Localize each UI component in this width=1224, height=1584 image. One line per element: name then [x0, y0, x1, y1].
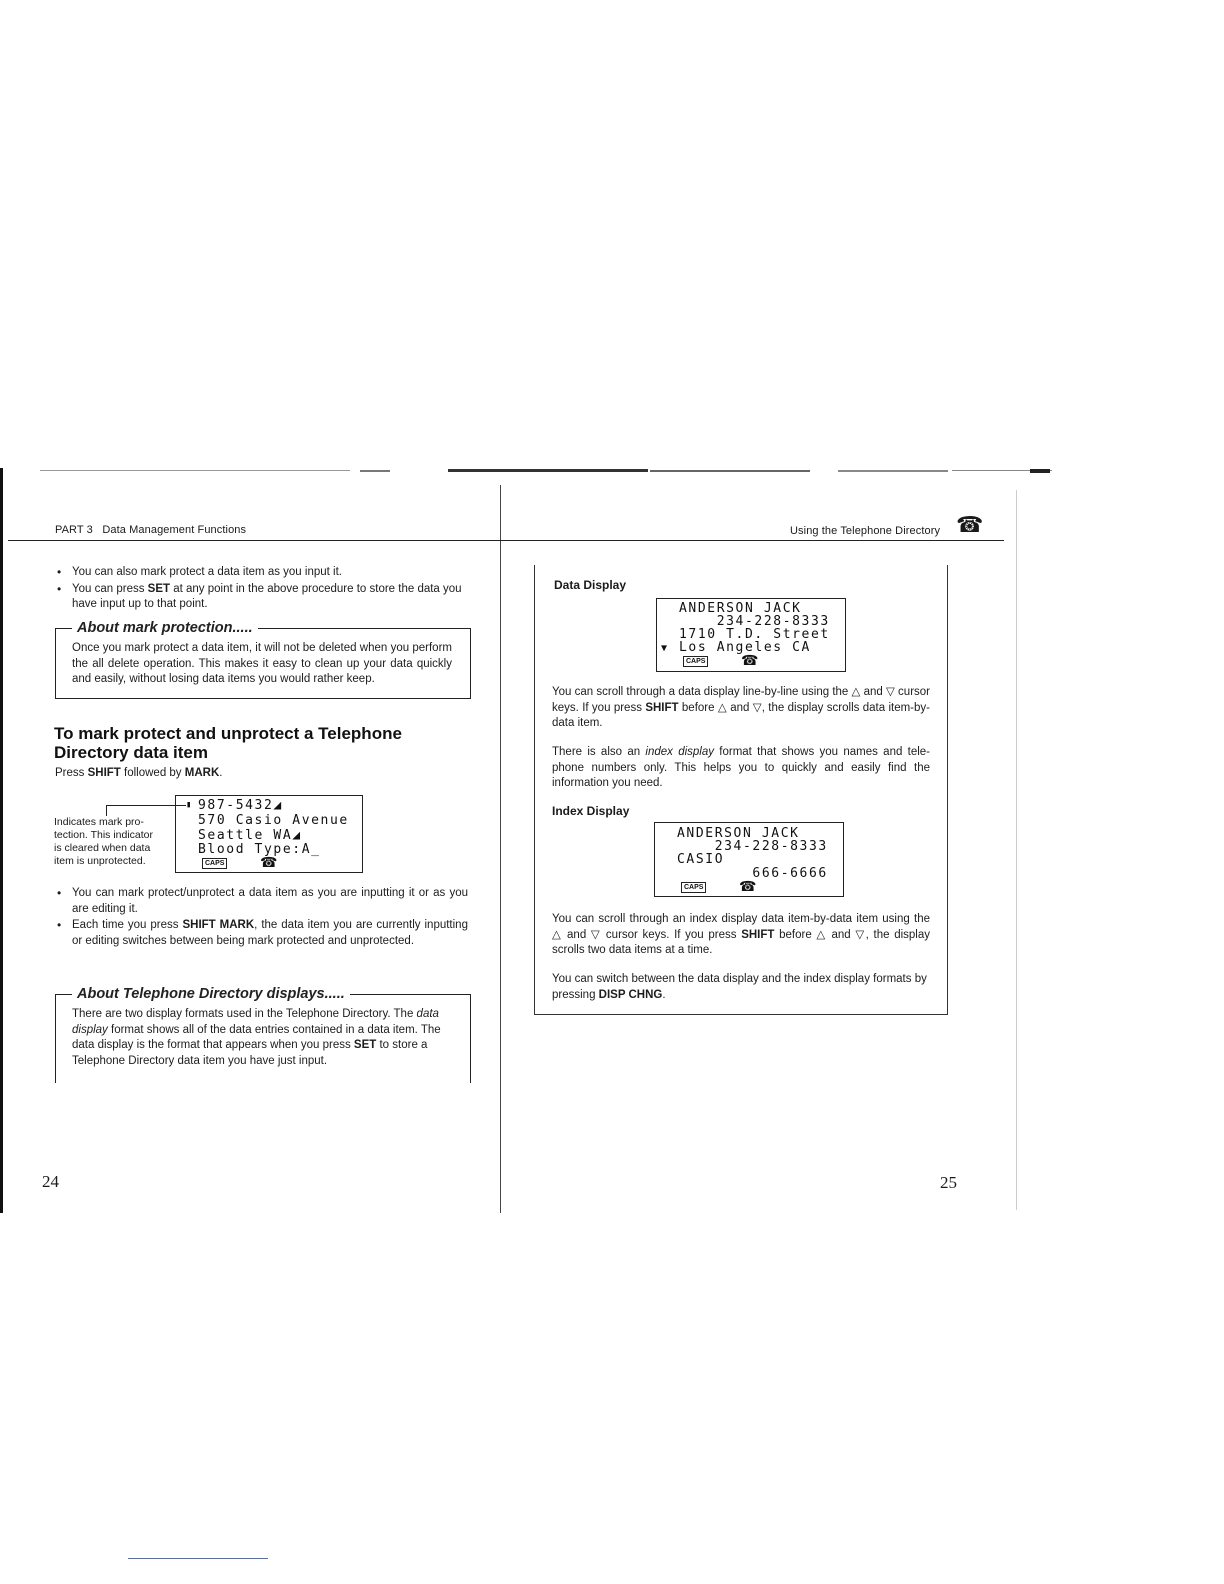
callout-leader-v — [106, 805, 107, 816]
bullet-item: • You can press SET at any point in the above procedure to store the data you have input up to that point. — [55, 582, 470, 613]
lcd-line-3: Seattle WA◢ — [198, 828, 302, 843]
scroll-data-paragraph: You can scroll through a data display line-by-line using the △ and ▽ cursor keys. If you press SHIFT before △ and ▽, the display scrolls data item-by-data item. — [552, 686, 930, 729]
caps-indicator: CAPS — [681, 882, 706, 893]
data-display-label: Data Display — [554, 578, 627, 592]
note-box-text: Once you mark protect a data item, it will not be deleted when you perform the all delete operation. This makes it easy to clean up your data quickly and easily, without losing data items you would rather keep. — [72, 642, 452, 685]
callout-leader-h — [106, 805, 186, 806]
left-header-rule — [8, 540, 504, 541]
lcd-line-1: ANDERSON JACK — [679, 601, 802, 616]
center-spine — [500, 485, 501, 1213]
left-edge-bar — [0, 468, 3, 1213]
lcd-line-4: Blood Type:A_ — [198, 842, 321, 857]
top-bullet-list — [55, 565, 470, 614]
right-header-rule — [504, 540, 1004, 541]
callout-text: Indicates mark pro- tection. This indicator is cleared when data item is unprotected. — [54, 816, 154, 867]
displays-box-text: There are two display formats used in the Telephone Directory. The data display format shows all of the data entries contained in a data item. The data display is the format that appears when you press SET to store a Telephone Directory data item you have just input. — [72, 1008, 441, 1067]
right-edge-shadow — [1016, 490, 1017, 1210]
right-page-number: 25 — [940, 1173, 957, 1192]
scan-top-rule-4 — [650, 470, 810, 472]
lcd-line-1: ANDERSON JACK — [677, 826, 800, 841]
left-page-number: 24 — [42, 1172, 59, 1191]
scroll-down-arrow: ▼ — [661, 643, 669, 654]
bullet-item: • You can also mark protect a data item as you input it. — [55, 565, 470, 581]
lcd-line-4: 666-6666 — [677, 866, 828, 881]
scan-top-rule-2 — [360, 470, 390, 472]
bottom-link-line — [128, 1558, 268, 1559]
right-running-header: Using the Telephone Directory — [790, 525, 941, 537]
lcd-line-4: Los Angeles CA — [679, 640, 811, 655]
left-running-header: PART 3 Data Management Functions — [55, 524, 247, 536]
caps-indicator: CAPS — [202, 858, 227, 869]
lcd-line-2: 234-228-8333 — [677, 839, 828, 854]
data-display-lcd — [656, 598, 846, 672]
mid-bullet-list — [55, 886, 468, 950]
phone-icon: ☎ — [739, 879, 757, 895]
phone-icon: ☎ — [741, 653, 759, 669]
phone-icon: ☎ — [260, 855, 278, 871]
lcd-line-3: CASIO — [677, 852, 725, 867]
lcd-line-2: 570 Casio Avenue — [198, 813, 349, 828]
scroll-index-paragraph: You can scroll through an index display data item-by-data item using the △ and ▽ cursor keys. If you press SHIFT before △ and ▽, the display scrolls two data items at a time. — [552, 913, 931, 956]
displays-box-title: About Telephone Directory displays..... — [72, 986, 350, 1002]
bullet-item: • Each time you press SHIFT MARK, the data item you are currently inputting or editing switches between being mark protected and unprotected. — [55, 918, 468, 949]
instruction-line: Press SHIFT followed by MARK. — [55, 767, 223, 779]
lcd-line-1: 987-5432◢ — [198, 798, 283, 813]
scan-top-rule-1 — [40, 470, 350, 471]
scan-top-rule-3 — [448, 469, 648, 472]
index-display-lcd — [654, 822, 844, 897]
index-display-label: Index Display — [552, 804, 630, 818]
index-intro-paragraph: There is also an index display format that shows you names and tele-phone numbers only. This helps you to quickly and easily find the information you need. — [552, 746, 931, 789]
lcd-line-2: 234-228-8333 — [679, 614, 830, 629]
note-box-title: About mark protection..... — [72, 620, 258, 636]
bullet-item: • You can mark protect/unprotect a data item as you are inputting it or as you are editing it. — [55, 886, 468, 917]
mark-protect-lcd — [175, 795, 363, 873]
header-phone-icon: ☎ — [956, 513, 984, 538]
section-heading: To mark protect and unprotect a Telephone Directory data item — [54, 724, 402, 762]
protect-marker: ▮ — [186, 800, 194, 810]
switch-format-paragraph: You can switch between the data display and the index display formats by pressing DISP CHNG. — [552, 973, 927, 1001]
lcd-line-3: 1710 T.D. Street — [679, 627, 830, 642]
caps-indicator: CAPS — [683, 656, 708, 667]
scan-top-rule-7 — [1030, 469, 1050, 473]
scan-top-rule-5 — [838, 470, 948, 472]
